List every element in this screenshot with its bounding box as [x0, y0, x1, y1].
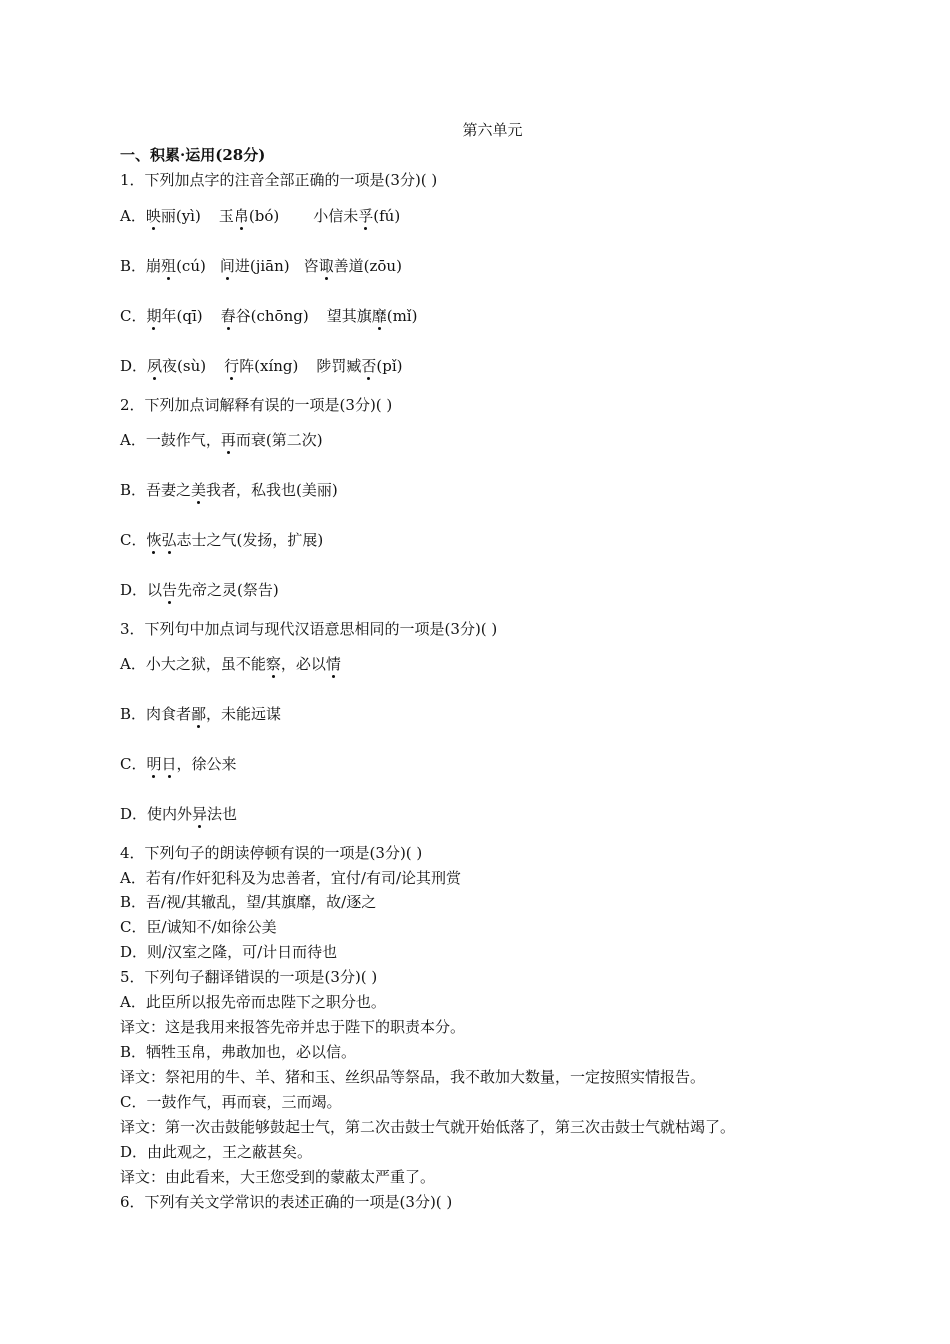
question-5-option-a: A．此臣所以报先帝而忠陛下之职分也。: [120, 993, 386, 1011]
question-1-option-c: [120, 306, 417, 326]
option-text: 玉: [218, 207, 234, 225]
dotted-char: 察: [265, 655, 281, 673]
option-text: 进(jiān): [234, 257, 290, 275]
question-1-option-d: [120, 356, 403, 376]
option-text: 而衰(第二次): [235, 431, 323, 449]
option-text: (cú): [176, 257, 206, 275]
page-title: 第六单元: [462, 121, 523, 139]
question-4-option-d: D．则/汉室之隆，可/计日而待也: [120, 943, 338, 961]
dotted-char: 异: [192, 805, 208, 823]
question-3-stem: 3．下列句中加点词与现代汉语意思相同的一项是(3分)( ): [120, 620, 498, 638]
question-5-translation-c: 译文：第一次击鼓能够鼓起士气，第二次击鼓士气就开始低落了，第三次击鼓士气就枯竭了。: [120, 1118, 736, 1136]
dotted-char: 孚: [358, 207, 374, 225]
question-5-translation-d: 译文：由此看来，大王您受到的蒙蔽太严重了。: [120, 1168, 436, 1186]
option-text: C．: [120, 755, 147, 773]
question-2-option-d: [120, 580, 279, 600]
question-4-stem: 4．下列句子的朗读停顿有误的一项是(3分)( ): [120, 844, 423, 862]
dotted-char: 诹: [318, 257, 334, 275]
dotted-char: 再: [220, 431, 236, 449]
dotted-char: 告: [162, 581, 178, 599]
question-5-option-c: C．一鼓作气，再而衰，三而竭。: [120, 1093, 342, 1111]
dotted-char: 日: [161, 755, 177, 773]
dotted-char: 美: [191, 481, 207, 499]
option-text: 丽(yì): [160, 207, 201, 225]
option-text: 善道(zōu): [333, 257, 402, 275]
section-heading: 一、积累·运用(28分): [120, 146, 266, 164]
question-5-option-b: B．牺牲玉帛，弗敢加也，必以信。: [120, 1043, 357, 1061]
option-text: 志士之气(发扬，扩展): [176, 531, 324, 549]
question-5-option-d: D．由此观之，王之蔽甚矣。: [120, 1143, 313, 1161]
dotted-char: 鄙: [191, 705, 207, 723]
option-text: ，徐公来: [176, 755, 237, 773]
option-text: 法也: [207, 805, 238, 823]
question-2-option-b: [120, 480, 338, 500]
option-label: A．: [120, 207, 146, 225]
question-2-option-c: [120, 530, 323, 550]
option-text: 夜(sù): [162, 357, 207, 375]
question-4-option-c: C．臣/诚知不/如徐公美: [120, 918, 277, 936]
question-4-option-a: A．若有/作奸犯科及为忠善者，宜付/有司/论其刑赏: [120, 869, 461, 887]
option-text: 小信未: [313, 207, 359, 225]
option-text: ，必以: [280, 655, 326, 673]
option-text: C．: [120, 531, 147, 549]
option-text: 崩: [146, 257, 162, 275]
dotted-char: 恢: [146, 531, 162, 549]
option-label: B．: [120, 257, 147, 275]
question-5-translation-b: 译文：祭祀用的牛、羊、猪和玉、丝织品等祭品，我不敢加大数量，一定按照实情报告。: [120, 1068, 706, 1086]
question-6-stem: 6．下列有关文学常识的表述正确的一项是(3分)( ): [120, 1193, 453, 1211]
question-4-option-b: B．吾/视/其辙乱，望/其旗靡，故/逐之: [120, 893, 377, 911]
dotted-char: 舂: [220, 307, 236, 325]
option-text: 年(qī): [161, 307, 203, 325]
question-2-option-a: [120, 430, 323, 450]
dotted-char: 否: [361, 357, 377, 375]
dotted-char: 明: [146, 755, 162, 773]
option-text: A．小大之狱，虽不能: [120, 655, 266, 673]
question-3-option-c: [120, 754, 237, 774]
option-text: 我者，私我也(美丽): [206, 481, 338, 499]
question-5-stem: 5．下列句子翻译错误的一项是(3分)( ): [120, 968, 378, 986]
dotted-char: 期: [146, 307, 162, 325]
option-text: (mǐ): [386, 307, 418, 325]
option-text: (pǐ): [376, 357, 403, 375]
option-text: B．肉食者: [120, 705, 192, 723]
option-text: 望其旗: [326, 307, 372, 325]
dotted-char: 情: [325, 655, 341, 673]
option-text: (fú): [373, 207, 401, 225]
question-3-option-b: [120, 704, 281, 724]
question-2-stem: 2．下列加点词解释有误的一项是(3分)( ): [120, 396, 393, 414]
dotted-char: 帛: [233, 207, 249, 225]
option-text: ，未能远谋: [206, 705, 282, 723]
dotted-char: 映: [145, 207, 161, 225]
question-3-option-a: [120, 654, 341, 674]
option-text: 阵(xíng): [239, 357, 299, 375]
option-text: D．使内外: [120, 805, 193, 823]
option-text: (bó): [248, 207, 280, 225]
option-text: 咨: [303, 257, 319, 275]
option-text: D．以: [120, 581, 163, 599]
option-text: 谷(chōng): [235, 307, 309, 325]
dotted-char: 靡: [371, 307, 387, 325]
option-text: 先帝之灵(祭告): [177, 581, 279, 599]
dotted-char: 行: [224, 357, 240, 375]
dotted-char: 夙: [147, 357, 163, 375]
option-label: D．: [120, 357, 148, 375]
question-5-translation-a: 译文：这是我用来报答先帝并忠于陛下的职责本分。: [120, 1018, 466, 1036]
dotted-char: 间: [219, 257, 235, 275]
question-1-stem: 1．下列加点字的注音全部正确的一项是(3分)( ): [120, 171, 438, 189]
option-text: B．吾妻之: [120, 481, 192, 499]
option-label: C．: [120, 307, 147, 325]
dotted-char: 殂: [161, 257, 177, 275]
question-1-option-a: [120, 206, 400, 226]
dotted-char: 弘: [161, 531, 177, 549]
question-3-option-d: [120, 804, 237, 824]
option-text: A．一鼓作气，: [120, 431, 221, 449]
option-text: 陟罚臧: [316, 357, 362, 375]
question-1-option-b: [120, 256, 402, 276]
